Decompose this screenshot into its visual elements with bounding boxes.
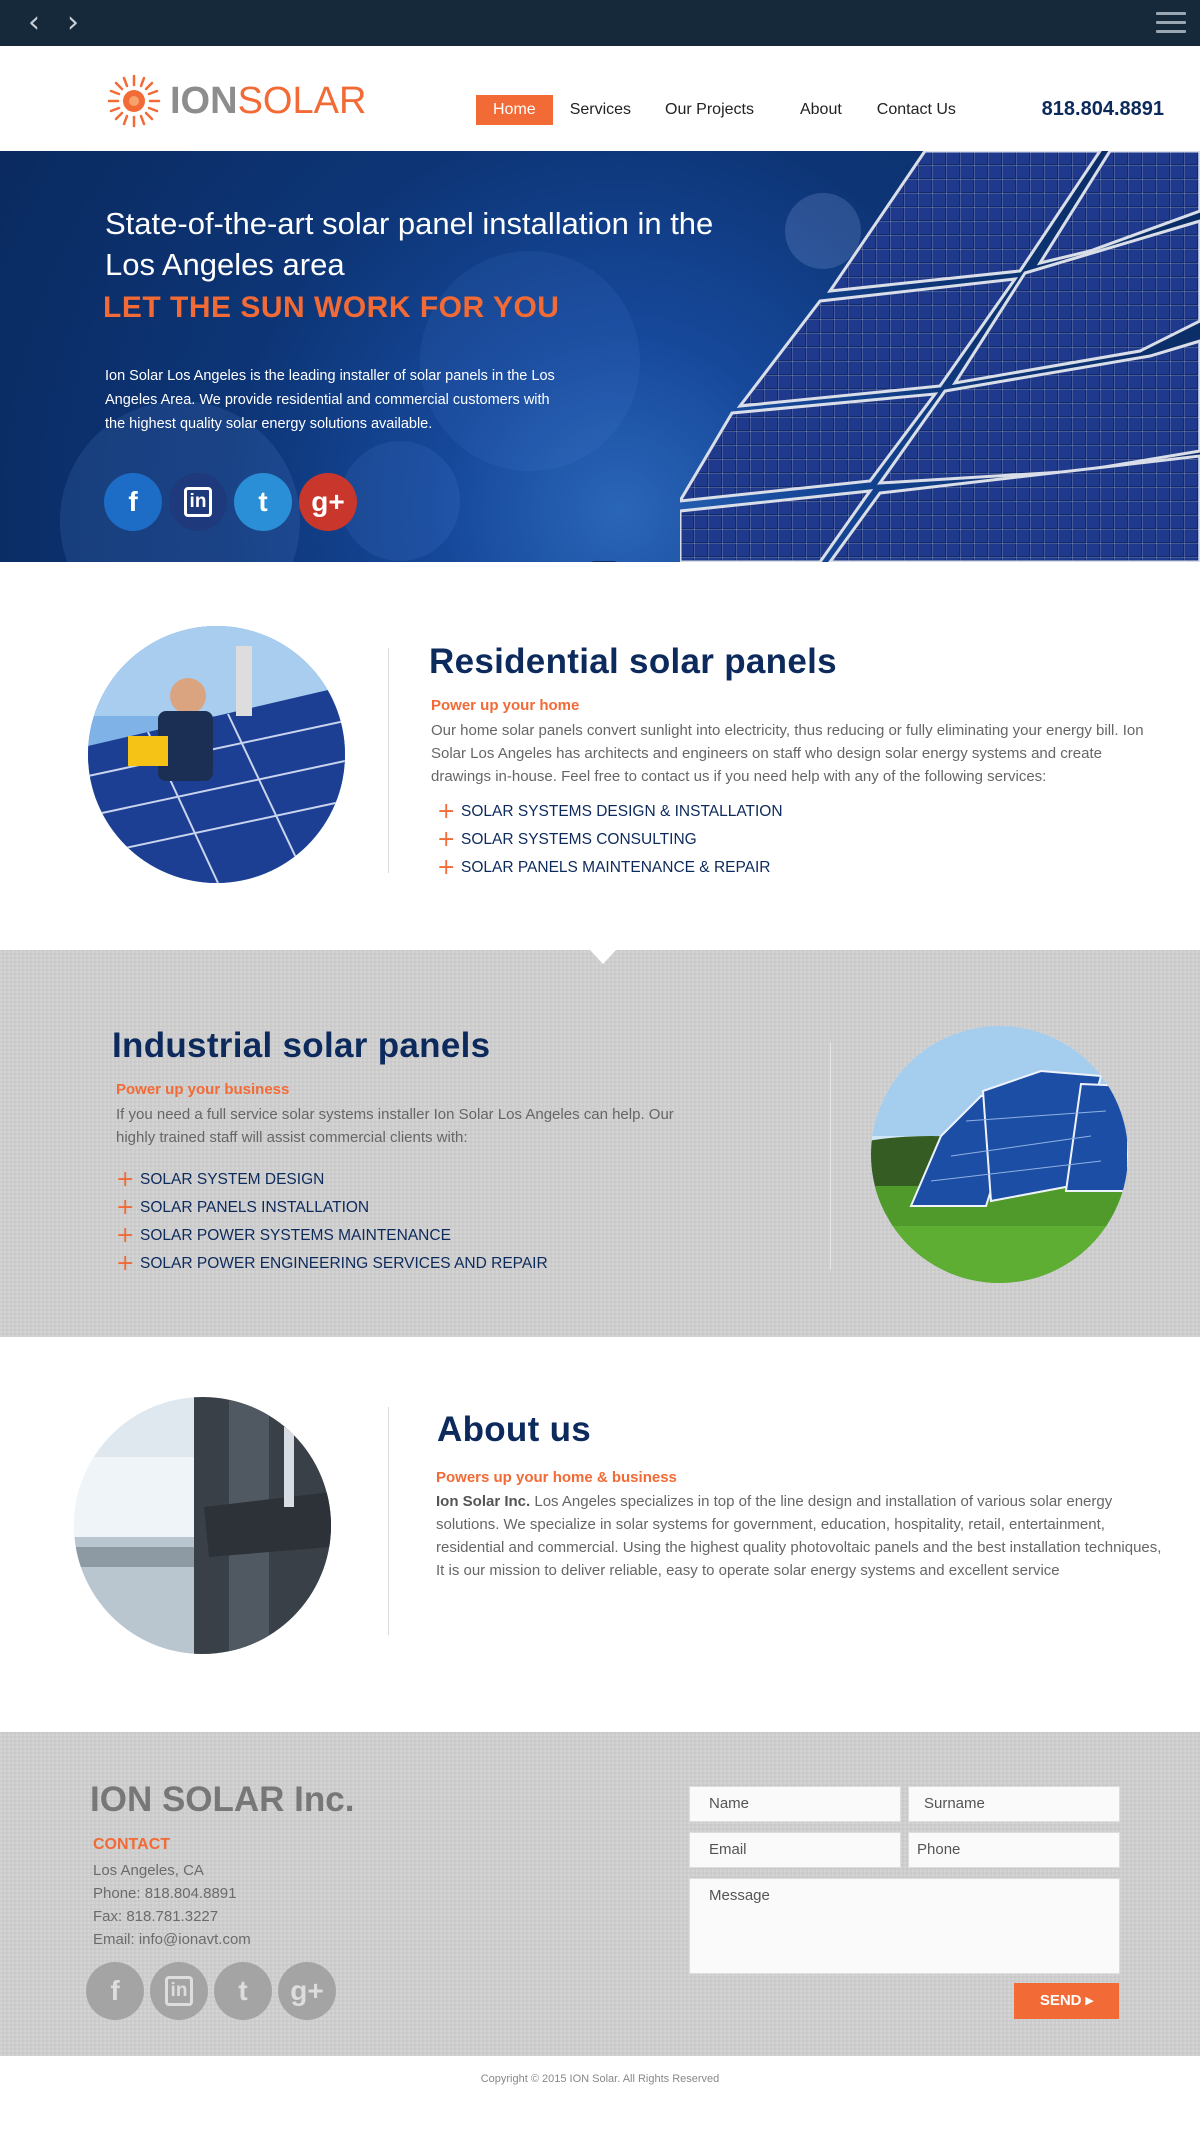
- about-text: [436, 1490, 1166, 1582]
- sun-icon: [106, 73, 162, 129]
- residential-image: [88, 626, 345, 883]
- list-item: + SOLAR POWER SYSTEMS MAINTENANCE: [116, 1223, 451, 1248]
- residential-title: Residential solar panels: [429, 642, 837, 681]
- industrial-title: Industrial solar panels: [112, 1026, 491, 1065]
- about-lead: Ion Solar Inc.: [436, 1493, 531, 1510]
- google-plus-icon[interactable]: g+: [278, 1962, 336, 2020]
- facebook-icon[interactable]: f: [104, 473, 162, 531]
- header-phone[interactable]: 818.804.8891: [1041, 98, 1164, 120]
- industrial-subtitle: Power up your business: [116, 1081, 290, 1098]
- hero-social-links: [104, 473, 364, 531]
- industrial-section: [0, 950, 1200, 1337]
- main-nav: [476, 95, 973, 125]
- linkedin-icon[interactable]: in: [169, 473, 227, 531]
- residential-services: [437, 798, 783, 882]
- nav-home[interactable]: Home: [476, 95, 553, 125]
- hero-text: Ion Solar Los Angeles is the leading installer of solar panels in the Los Angeles Area. We provide residential and commercial customers with the highest quality solar energy solutions available.: [105, 368, 555, 432]
- footer-company: ION SOLAR Inc.: [90, 1780, 355, 1819]
- facebook-icon[interactable]: f: [86, 1962, 144, 2020]
- plus-icon: +: [437, 855, 456, 880]
- twitter-icon[interactable]: t: [214, 1962, 272, 2020]
- industrial-image: [871, 1026, 1128, 1283]
- list-item: + SOLAR SYSTEMS DESIGN & INSTALLATION: [437, 799, 783, 824]
- site-header: [0, 46, 1200, 151]
- industrial-services: [116, 1166, 548, 1278]
- about-subtitle: Powers up your home & business: [436, 1469, 677, 1486]
- surname-field[interactable]: Surname: [908, 1786, 1120, 1822]
- list-item: + SOLAR PANELS INSTALLATION: [116, 1195, 370, 1220]
- solar-panels-image: [680, 151, 1200, 562]
- nav-contact-us[interactable]: Contact Us: [876, 101, 956, 118]
- name-field[interactable]: Name: [689, 1786, 901, 1822]
- logo-ion: ION: [170, 79, 238, 122]
- footer-fax: Fax: 818.781.3227: [93, 1908, 219, 1925]
- divider: [388, 648, 389, 873]
- browser-topbar: [0, 0, 1200, 46]
- footer-location: Los Angeles, CA: [93, 1862, 204, 1879]
- about-title: About us: [437, 1410, 592, 1449]
- divider: [830, 1042, 831, 1270]
- nav-our-projects[interactable]: Our Projects: [665, 101, 754, 118]
- footer-email[interactable]: Email: info@ionavt.com: [93, 1931, 251, 1948]
- logo[interactable]: [106, 76, 366, 126]
- about-section: [0, 1337, 1200, 1732]
- residential-subtitle: Power up your home: [431, 697, 580, 714]
- about-body: Los Angeles specializes in top of the line design and installation of various solar energy solutions. We specialize in solar systems for government, education, hospitality, retail, entertainment, residential and commercial. Using the highest quality photovoltaic panels and the best installation techniques, It is our mission to deliver reliable, easy to operate solar energy systems and excellent service: [436, 1493, 1162, 1579]
- residential-section: [0, 562, 1200, 950]
- send-button[interactable]: SEND ▸: [1014, 1983, 1119, 2019]
- nav-services[interactable]: Services: [569, 101, 632, 118]
- list-item: + SOLAR PANELS MAINTENANCE & REPAIR: [437, 855, 771, 880]
- hero-banner: [0, 151, 1200, 562]
- hero-title: State-of-the-art solar panel installation in the Los Angeles area: [105, 206, 714, 282]
- footer-phone: Phone: 818.804.8891: [93, 1885, 237, 1902]
- nav-about[interactable]: About: [799, 101, 842, 118]
- plus-icon: +: [116, 1195, 135, 1220]
- twitter-icon[interactable]: t: [234, 473, 292, 531]
- hamburger-icon[interactable]: [1156, 12, 1186, 34]
- residential-text: Our home solar panels convert sunlight into electricity, thus reducing or fully eliminating your energy bill. Ion Solar Los Angeles has architects and engineers on staff who design solar energy systems and create drawings in-house. Feel free to contact us if you need help with any of the following services:: [431, 722, 1144, 785]
- chevron-left-icon[interactable]: ‹: [28, 5, 40, 40]
- plus-icon: +: [437, 799, 456, 824]
- google-plus-icon[interactable]: g+: [299, 473, 357, 531]
- footer-contact-details: [93, 1859, 251, 1951]
- hero-tagline: LET THE SUN WORK FOR YOU: [103, 291, 560, 324]
- plus-icon: +: [116, 1251, 135, 1276]
- message-field[interactable]: Message: [689, 1878, 1120, 1974]
- footer-social-links: [86, 1962, 342, 2020]
- industrial-text: If you need a full service solar systems installer Ion Solar Los Angeles can help. Our highly trained staff will assist commercial clients with:: [116, 1106, 674, 1146]
- logo-solar: SOLAR: [237, 79, 367, 122]
- plus-icon: +: [116, 1167, 135, 1192]
- footer: [0, 1732, 1200, 2056]
- linkedin-icon[interactable]: in: [150, 1962, 208, 2020]
- about-image: [74, 1397, 331, 1654]
- footer-contact-label: CONTACT: [93, 1836, 171, 1853]
- copyright: Copyright © 2015 ION Solar. All Rights Reserved: [480, 2073, 720, 2085]
- divider: [388, 1407, 389, 1635]
- email-field[interactable]: Email: [689, 1832, 901, 1868]
- list-item: + SOLAR SYSTEM DESIGN: [116, 1167, 325, 1192]
- plus-icon: +: [116, 1223, 135, 1248]
- list-item: + SOLAR SYSTEMS CONSULTING: [437, 827, 697, 852]
- plus-icon: +: [437, 827, 456, 852]
- section-notch: [590, 950, 616, 964]
- chevron-right-icon[interactable]: ›: [67, 5, 79, 40]
- list-item: + SOLAR POWER ENGINEERING SERVICES AND REPAIR: [116, 1251, 548, 1276]
- phone-field[interactable]: Phone: [908, 1832, 1120, 1868]
